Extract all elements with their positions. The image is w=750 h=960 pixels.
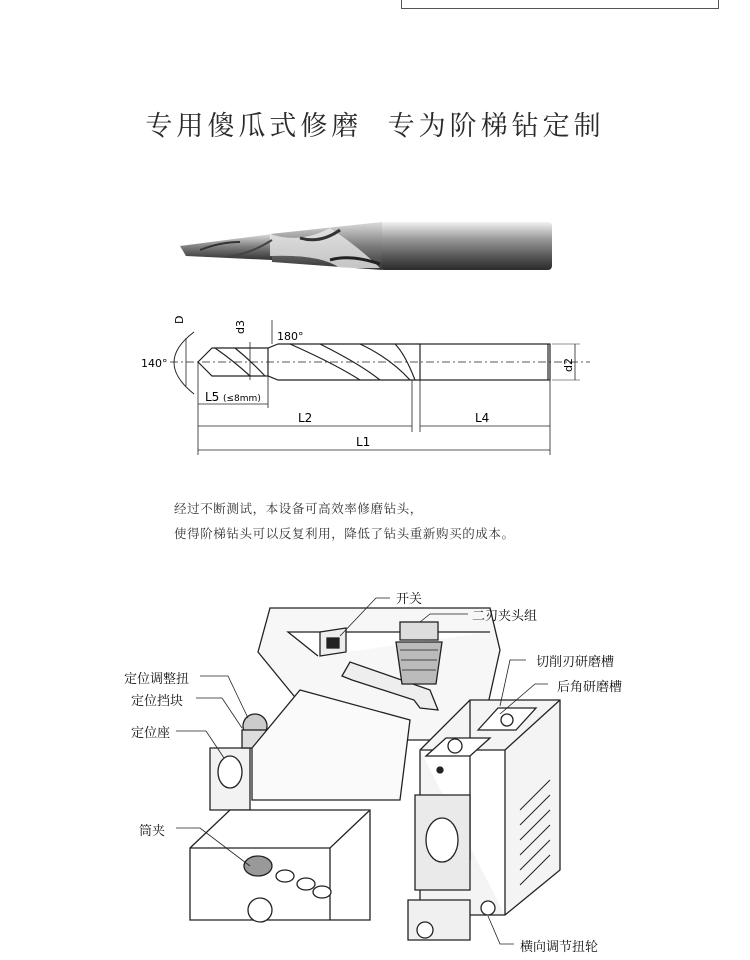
l5-label: L5 [205,390,220,404]
callout-switch: 开关 [396,592,423,607]
angle-180-label: 180° [277,330,304,343]
angle-140-label: 140° [141,357,168,370]
callout-stop-block: 定位挡块 [131,694,184,709]
d2-label: d2 [562,358,575,372]
l2-label: L2 [298,411,313,425]
d3-label: d3 [234,320,247,334]
description-line-1: 经过不断测试，本设备可高效率修磨钻头， [174,501,423,516]
l1-label: L1 [356,435,371,449]
d-label: D [173,315,186,324]
description-line-2: 使得阶梯钻头可以反复利用，降低了钻头重新购买的成本。 [174,526,515,541]
l4-label: L4 [475,411,490,425]
step-drill-dimension-drawing [0,300,750,470]
callout-locator-seat: 定位座 [131,726,171,741]
grinding-machine-illustration [0,580,750,960]
callout-collet-set: 二刃夹头组 [472,609,538,624]
callout-adjust-knob: 定位调整扭 [124,672,190,687]
callout-relief-groove: 后角研磨槽 [557,680,623,695]
l5-note: (≤8mm) [223,394,261,404]
top-frame [401,0,719,9]
step-drill-photo [0,200,750,300]
page-title: 专用傻瓜式修磨 专为阶梯钻定制 [145,111,605,142]
callout-cutting-groove: 切削刃研磨槽 [536,655,615,670]
callout-collet: 筒夹 [139,824,166,839]
callout-lateral-wheel: 横向调节扭轮 [520,940,599,955]
